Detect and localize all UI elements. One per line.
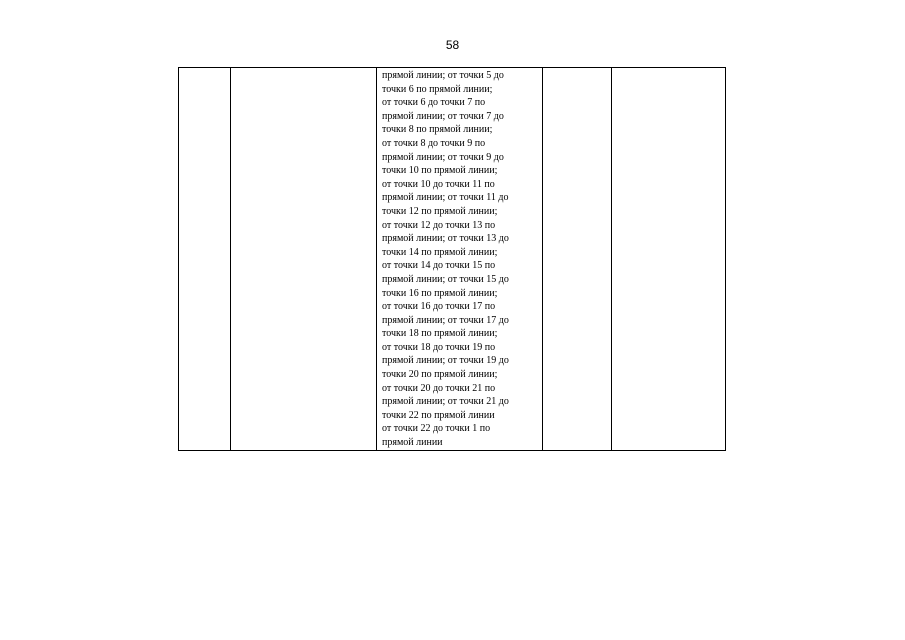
description-line: от точки 18 до точки 19 по xyxy=(382,341,496,353)
description-line: точки 14 по прямой линии; xyxy=(382,246,498,258)
description-line: от точки 6 до точки 7 по xyxy=(382,97,486,109)
table-cell-number xyxy=(179,68,231,451)
description-line: точки 8 по прямой линии; xyxy=(382,124,493,136)
description-line: прямой линии; от точки 11 до xyxy=(382,192,509,204)
description-line: от точки 16 до точки 17 по xyxy=(382,301,496,313)
description-line: прямой линии; от точки 19 до xyxy=(382,355,509,367)
description-line: от точки 10 до точки 11 по xyxy=(382,178,495,190)
description-line: прямой линии; от точки 13 до xyxy=(382,233,509,245)
table-row xyxy=(179,68,726,451)
description-line: точки 10 по прямой линии; xyxy=(382,165,498,177)
description-line: прямой линии; от точки 15 до xyxy=(382,273,509,285)
description-line: точки 12 по прямой линии; xyxy=(382,205,498,217)
description-line: точки 18 по прямой линии; xyxy=(382,328,498,340)
description-line: точки 16 по прямой линии; xyxy=(382,287,498,299)
boundary-description-text xyxy=(377,68,542,450)
description-line: прямой линии; от точки 17 до xyxy=(382,314,509,326)
table-cell-name xyxy=(231,68,377,451)
description-line: от точки 20 до точки 21 по xyxy=(382,382,496,394)
description-line: прямой линии; от точки 7 до xyxy=(382,110,504,122)
description-line: прямой линии; от точки 9 до xyxy=(382,151,504,163)
description-line: от точки 22 до точки 1 по xyxy=(382,423,491,435)
description-line: от точки 14 до точки 15 по xyxy=(382,260,496,272)
description-line: прямой линии xyxy=(382,437,443,449)
table-cell-area xyxy=(543,68,612,451)
boundary-table xyxy=(178,67,726,451)
page-number: 58 xyxy=(445,38,460,52)
description-line: от точки 12 до точки 13 по xyxy=(382,219,496,231)
description-line: от точки 8 до точки 9 по xyxy=(382,137,486,149)
description-line: прямой линии; от точки 5 до xyxy=(382,70,504,81)
description-line: прямой линии; от точки 21 до xyxy=(382,396,509,408)
description-line: точки 22 по прямой линии xyxy=(382,409,495,421)
description-line: точки 6 по прямой линии; xyxy=(382,83,493,95)
description-line: точки 20 по прямой линии; xyxy=(382,369,498,381)
table-cell-boundary-description xyxy=(377,68,543,451)
table-cell-note xyxy=(612,68,726,451)
